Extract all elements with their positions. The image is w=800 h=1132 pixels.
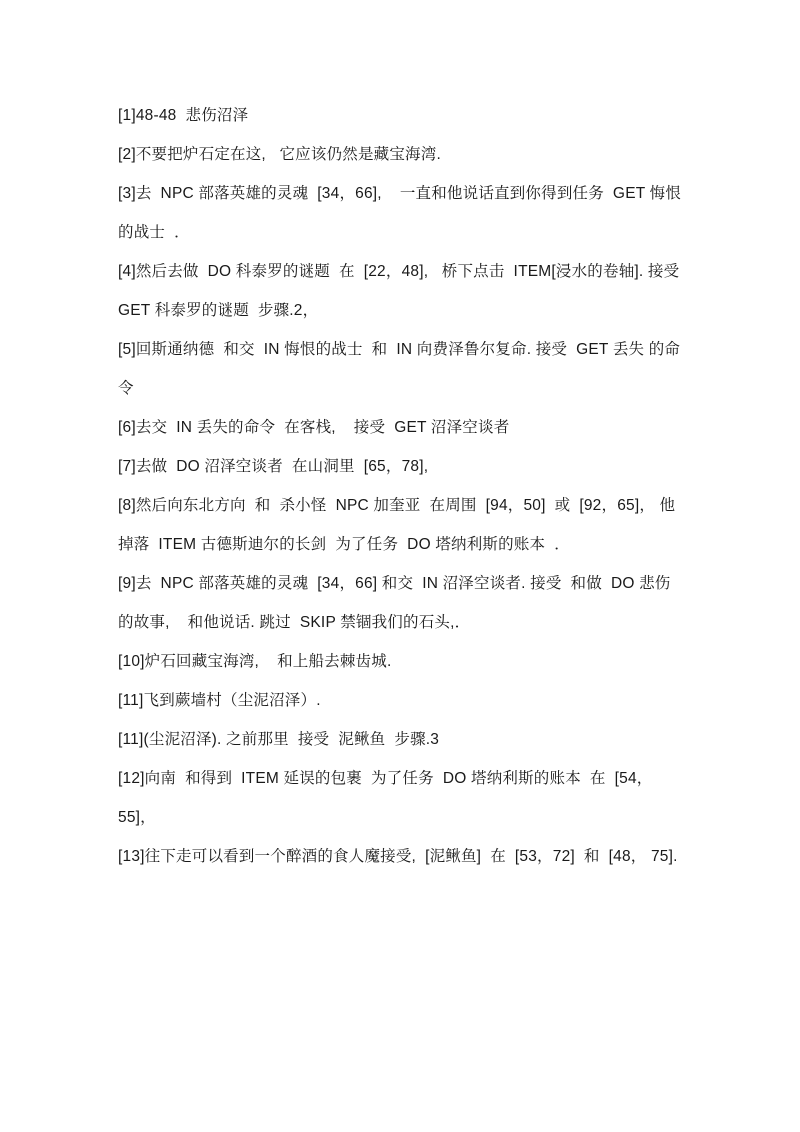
document-line: [6]去交 IN 丢失的命令 在客栈, 接受 GET 沼泽空谈者	[118, 419, 510, 436]
document-line: [11](尘泥沼泽). 之前那里 接受 泥鳅鱼 步骤.3	[118, 731, 440, 748]
document-line: [1]48-48 悲伤沼泽	[118, 107, 249, 124]
document-line: [7]去做 DO 沼泽空谈者 在山洞里 [65，78],	[118, 458, 429, 475]
document-line: [5]回斯通纳德 和交 IN 悔恨的战士 和 IN 向费泽鲁尔复命. 接受 GET 丢失 的命令	[118, 341, 681, 397]
document-line: [11]飞到蕨墙村（尘泥沼泽）.	[118, 692, 321, 709]
document-line: [10]炉石回藏宝海湾, 和上船去棘齿城.	[118, 653, 392, 670]
document-body	[118, 96, 689, 876]
document-line: [9]去 NPC 部落英雄的灵魂 [34，66] 和交 IN 沼泽空谈者. 接受 和做 DO 悲伤的故事, 和他说话. 跳过 SKIP 禁锢我们的石头,．	[118, 575, 671, 631]
document-line: [3]去 NPC 部落英雄的灵魂 [34，66], 一直和他说话直到你得到任务 GET 悔恨的战士 ．	[118, 185, 682, 241]
document-line: [2]不要把炉石定在这, 它应该仍然是藏宝海湾.	[118, 146, 441, 163]
document-line: [4]然后去做 DO 科泰罗的谜题 在 [22，48], 桥下点击 ITEM[浸水的卷轴]. 接受 GET 科泰罗的谜题 步骤.2，	[118, 263, 689, 319]
document-line: [12]向南 和得到 ITEM 延误的包裹 为了任务 DO 塔纳利斯的账本 在 [54， 55]，	[118, 770, 657, 826]
document-line: [13]往下走可以看到一个醉酒的食人魔接受, [泥鳅鱼] 在 [53，72] 和 [48， 75].	[118, 848, 678, 865]
document-line: [8]然后向东北方向 和 杀小怪 NPC 加奎亚 在周围 [94，50] 或 [92，65]， 他掉落 ITEM 古德斯迪尔的长剑 为了任务 DO 塔纳利斯的账本 ．	[118, 497, 676, 553]
